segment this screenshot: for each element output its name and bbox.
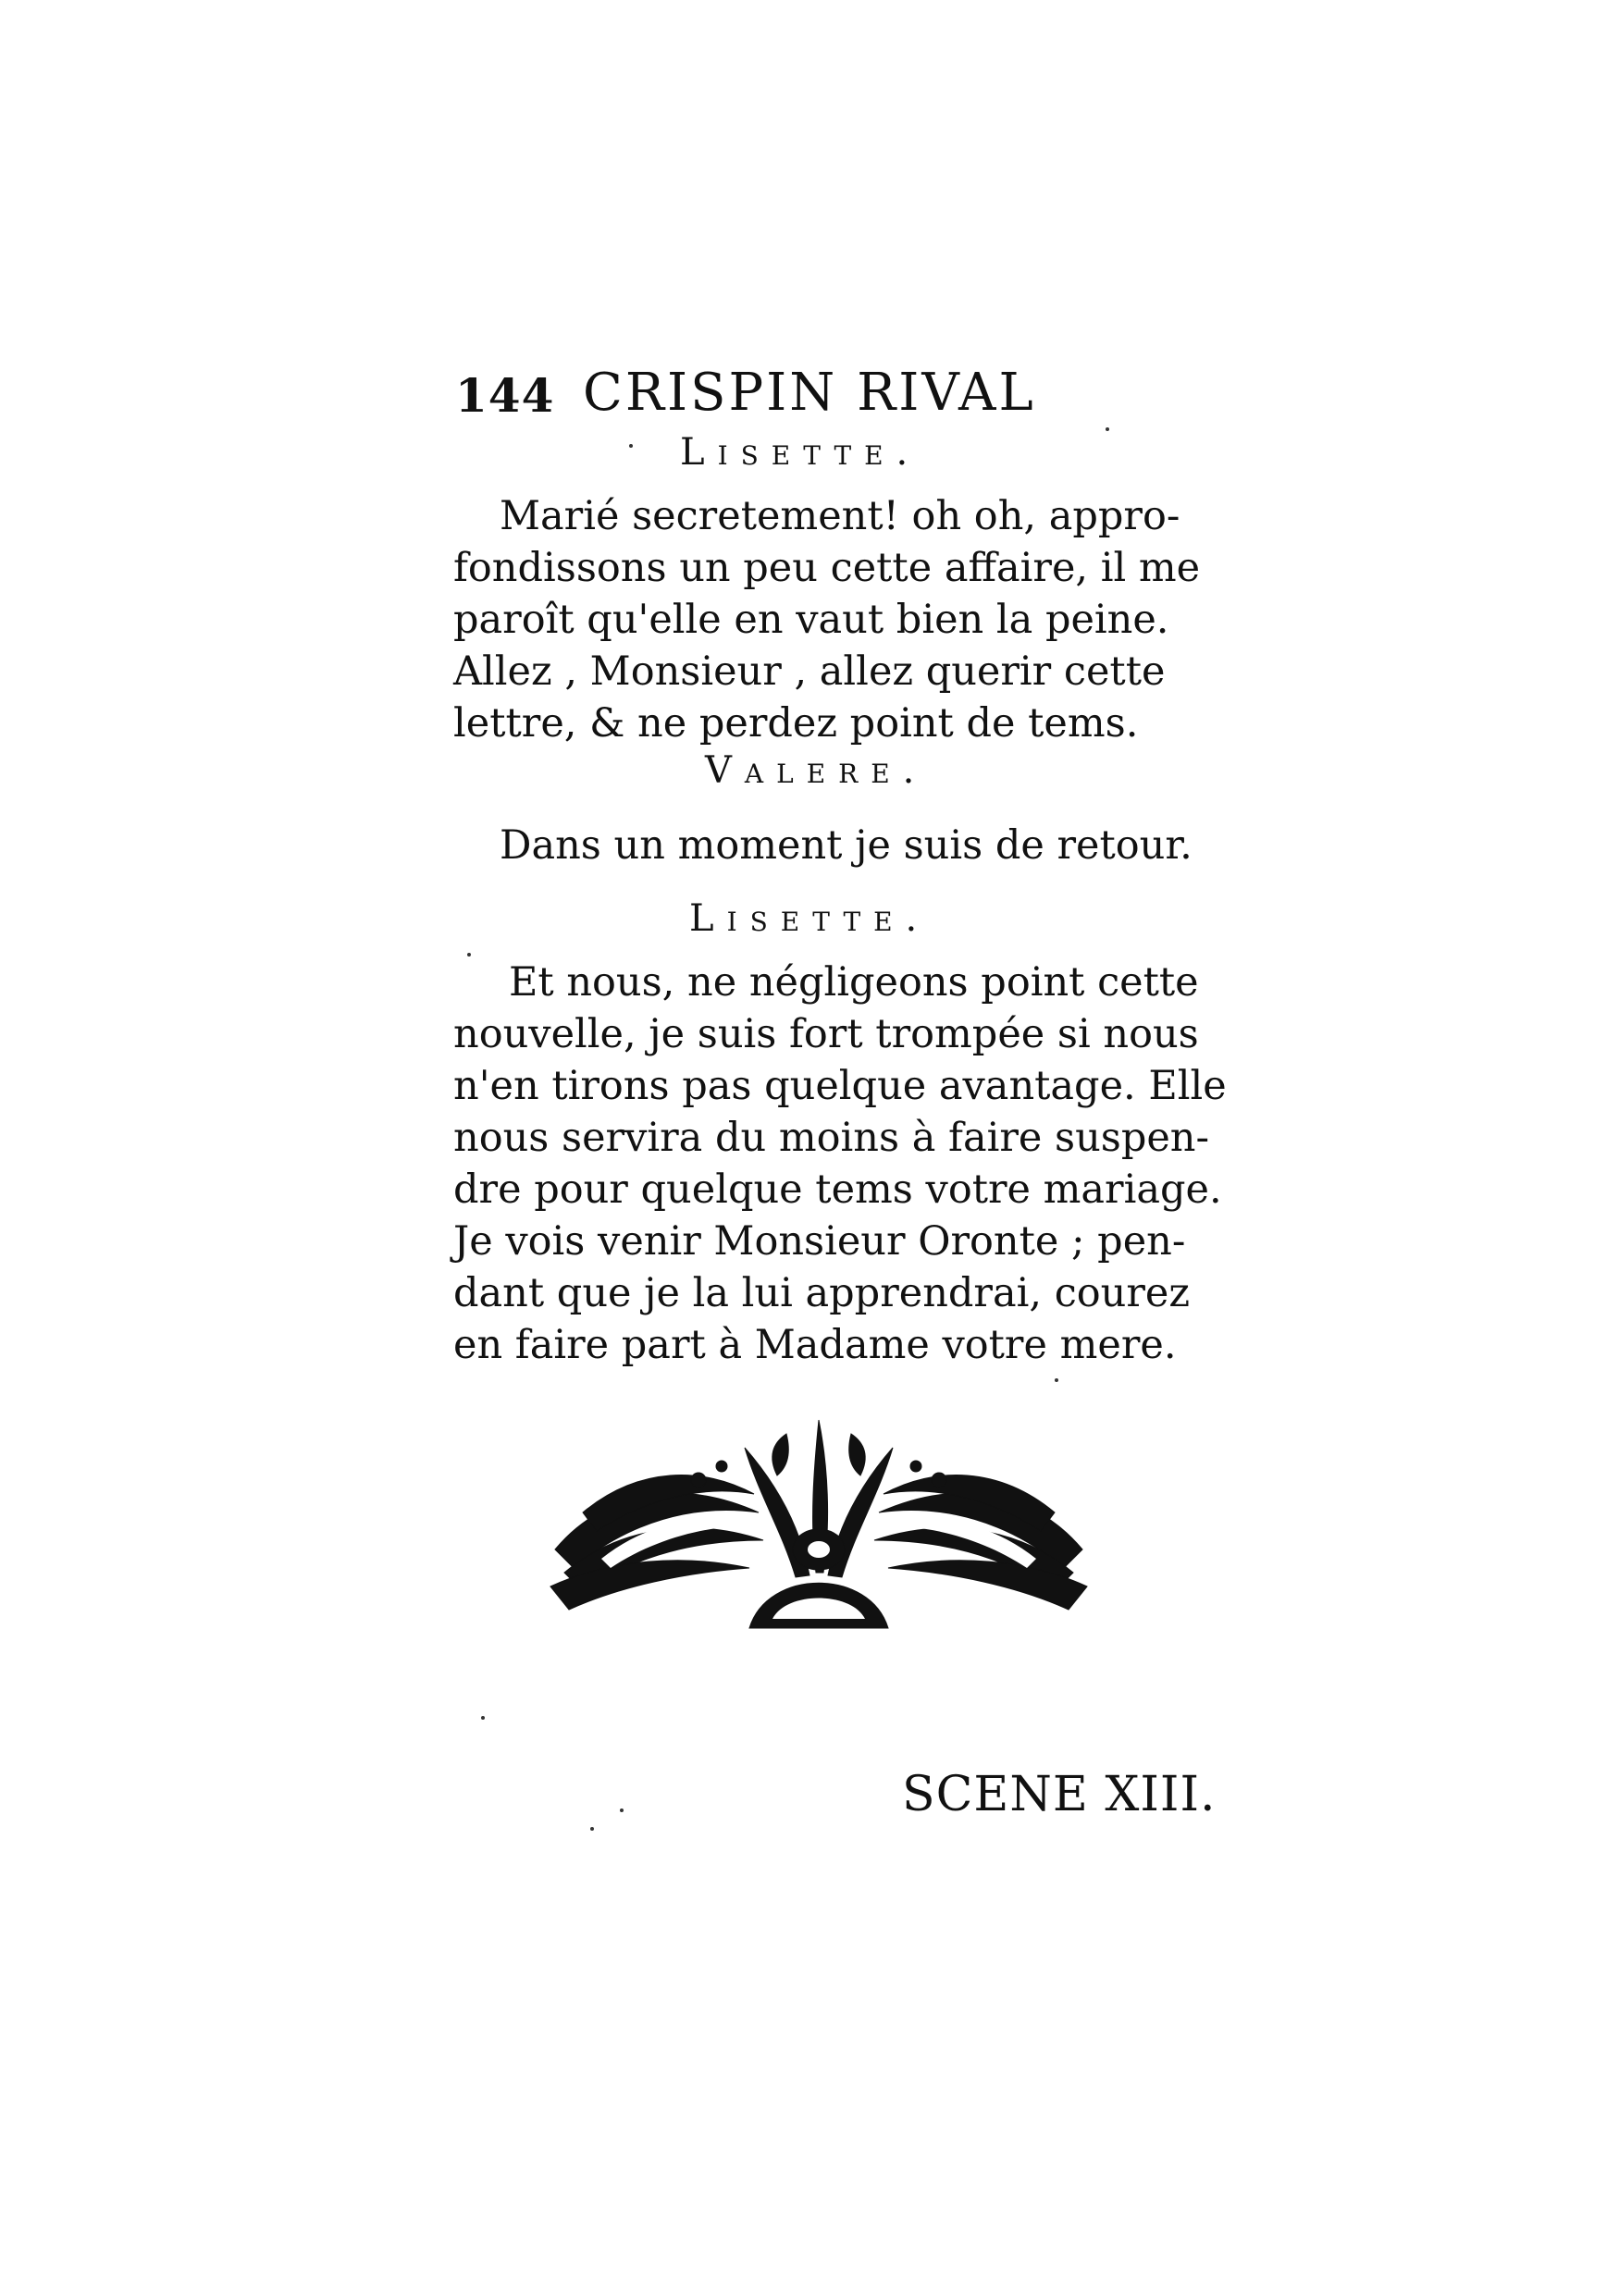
text-line: Marié secretement! oh oh, appro- <box>500 493 1180 539</box>
ink-speck <box>620 1808 624 1812</box>
speaker-name: Lisette. <box>680 431 921 474</box>
ink-speck <box>467 953 471 957</box>
text-line: nous servira du moins à faire suspen- <box>453 1115 1210 1161</box>
text-line: Et nous, ne négligeons point cette <box>509 959 1199 1006</box>
running-title: CRISPIN RIVAL <box>583 363 1036 423</box>
ink-speck <box>481 1716 485 1720</box>
dialogue-paragraph <box>453 490 1200 749</box>
text-line: n'en tirons pas quelque avantage. Elle <box>453 1063 1227 1109</box>
text-line: lettre, & ne perdez point de tems. <box>453 700 1139 747</box>
text-line: nouvelle, je suis fort trompée si nous <box>453 1011 1199 1057</box>
catchword: SCENE XIII. <box>902 1767 1217 1822</box>
text-line: Je vois venir Monsieur Oronte ; pen- <box>453 1218 1186 1265</box>
page-number: 144 <box>455 368 555 423</box>
dialogue-paragraph <box>500 820 1193 871</box>
text-line: dant que je la lui apprendrai, courez <box>453 1270 1191 1316</box>
text-line: en faire part à Madame votre mere. <box>453 1322 1177 1368</box>
ink-speck <box>629 444 633 448</box>
text-line: fondissons un peu cette affaire, il me <box>453 545 1201 591</box>
ink-speck <box>1106 427 1109 431</box>
ink-speck <box>1055 1378 1058 1382</box>
text-line: Allez , Monsieur , allez querir cette <box>453 648 1166 695</box>
ink-speck <box>590 1827 594 1831</box>
dialogue-paragraph <box>453 957 1227 1371</box>
text-line: dre pour quelque tems votre mariage. <box>453 1167 1222 1213</box>
page-header <box>455 363 1047 427</box>
text-line: Dans un moment je suis de retour. <box>500 822 1193 869</box>
floral-fleuron-icon <box>546 1411 1092 1642</box>
text-line: paroît qu'elle en vaut bien la peine. <box>453 597 1169 643</box>
speaker-name: Valere. <box>705 749 928 792</box>
speaker-name: Lisette. <box>689 897 931 940</box>
